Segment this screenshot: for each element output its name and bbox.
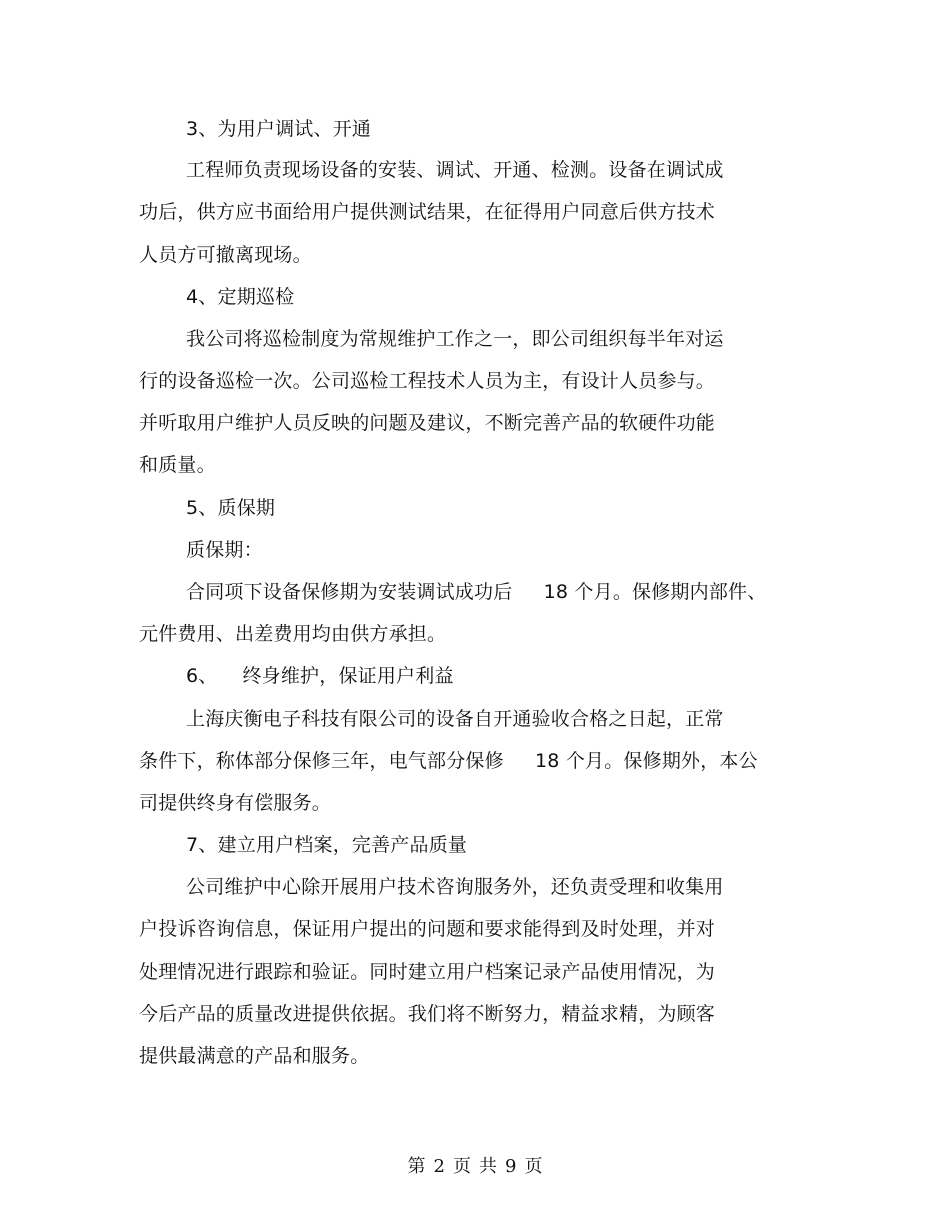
footer-ye: 页 (524, 1156, 543, 1177)
footer-ye: 页 (453, 1156, 471, 1177)
heading-6: 6、 终身维护，保证用户利益 (186, 665, 454, 687)
footer-gong: 共 (479, 1156, 497, 1177)
paragraph-line: 和质量。 (139, 454, 216, 476)
paragraph-line: 元件费用、出差费用均由供方承担。 (139, 623, 447, 645)
footer-di: 第 (407, 1156, 426, 1177)
heading-5: 5、质保期 (186, 497, 276, 519)
paragraph-line: 并听取用户维护人员反映的问题及建议，不断完善产品的软硬件功能 (139, 412, 716, 434)
footer-total-pages: 9 (505, 1156, 517, 1177)
paragraph-line: 条件下，称体部分保修三年，电气部分保修 18 个月。保修期外，本公 (139, 750, 758, 772)
heading-7: 7、建立用户档案，完善产品质量 (186, 834, 468, 856)
heading-4: 4、定期巡检 (186, 286, 295, 308)
paragraph-line: 司提供终身有偿服务。 (139, 792, 332, 814)
paragraph-line: 公司维护中心除开展用户技术咨询服务外，还负责受理和收集用 (186, 876, 724, 898)
paragraph-line: 人员方可撤离现场。 (139, 244, 312, 266)
paragraph-line: 我公司将巡检制度为常规维护工作之一，即公司组织每半年对运 (186, 328, 724, 350)
paragraph-line: 处理情况进行跟踪和验证。同时建立用户档案记录产品使用情况，为 (139, 961, 716, 983)
paragraph-line: 合同项下设备保修期为安装调试成功后 18 个月。保修期内部件、 (186, 581, 767, 603)
paragraph-line: 质保期： (186, 539, 263, 561)
paragraph-line: 提供最满意的产品和服务。 (139, 1045, 370, 1067)
page-footer (0, 1152, 950, 1178)
footer-page-number: 2 (433, 1156, 445, 1177)
paragraph-line: 行的设备巡检一次。公司巡检工程技术人员为主，有设计人员参与。 (139, 370, 716, 392)
heading-3: 3、为用户调试、开通 (186, 118, 372, 140)
paragraph-line: 工程师负责现场设备的安装、调试、开通、检测。设备在调试成 (186, 159, 724, 181)
paragraph-line: 今后产品的质量改进提供依据。我们将不断努力，精益求精，为顾客 (139, 1003, 716, 1025)
paragraph-line: 功后，供方应书面给用户提供测试结果，在征得用户同意后供方技术 (139, 201, 716, 223)
paragraph-line: 户投诉咨询信息，保证用户提出的问题和要求能得到及时处理，并对 (139, 918, 716, 940)
paragraph-line: 上海庆衡电子科技有限公司的设备自开通验收合格之日起，正常 (186, 708, 724, 730)
